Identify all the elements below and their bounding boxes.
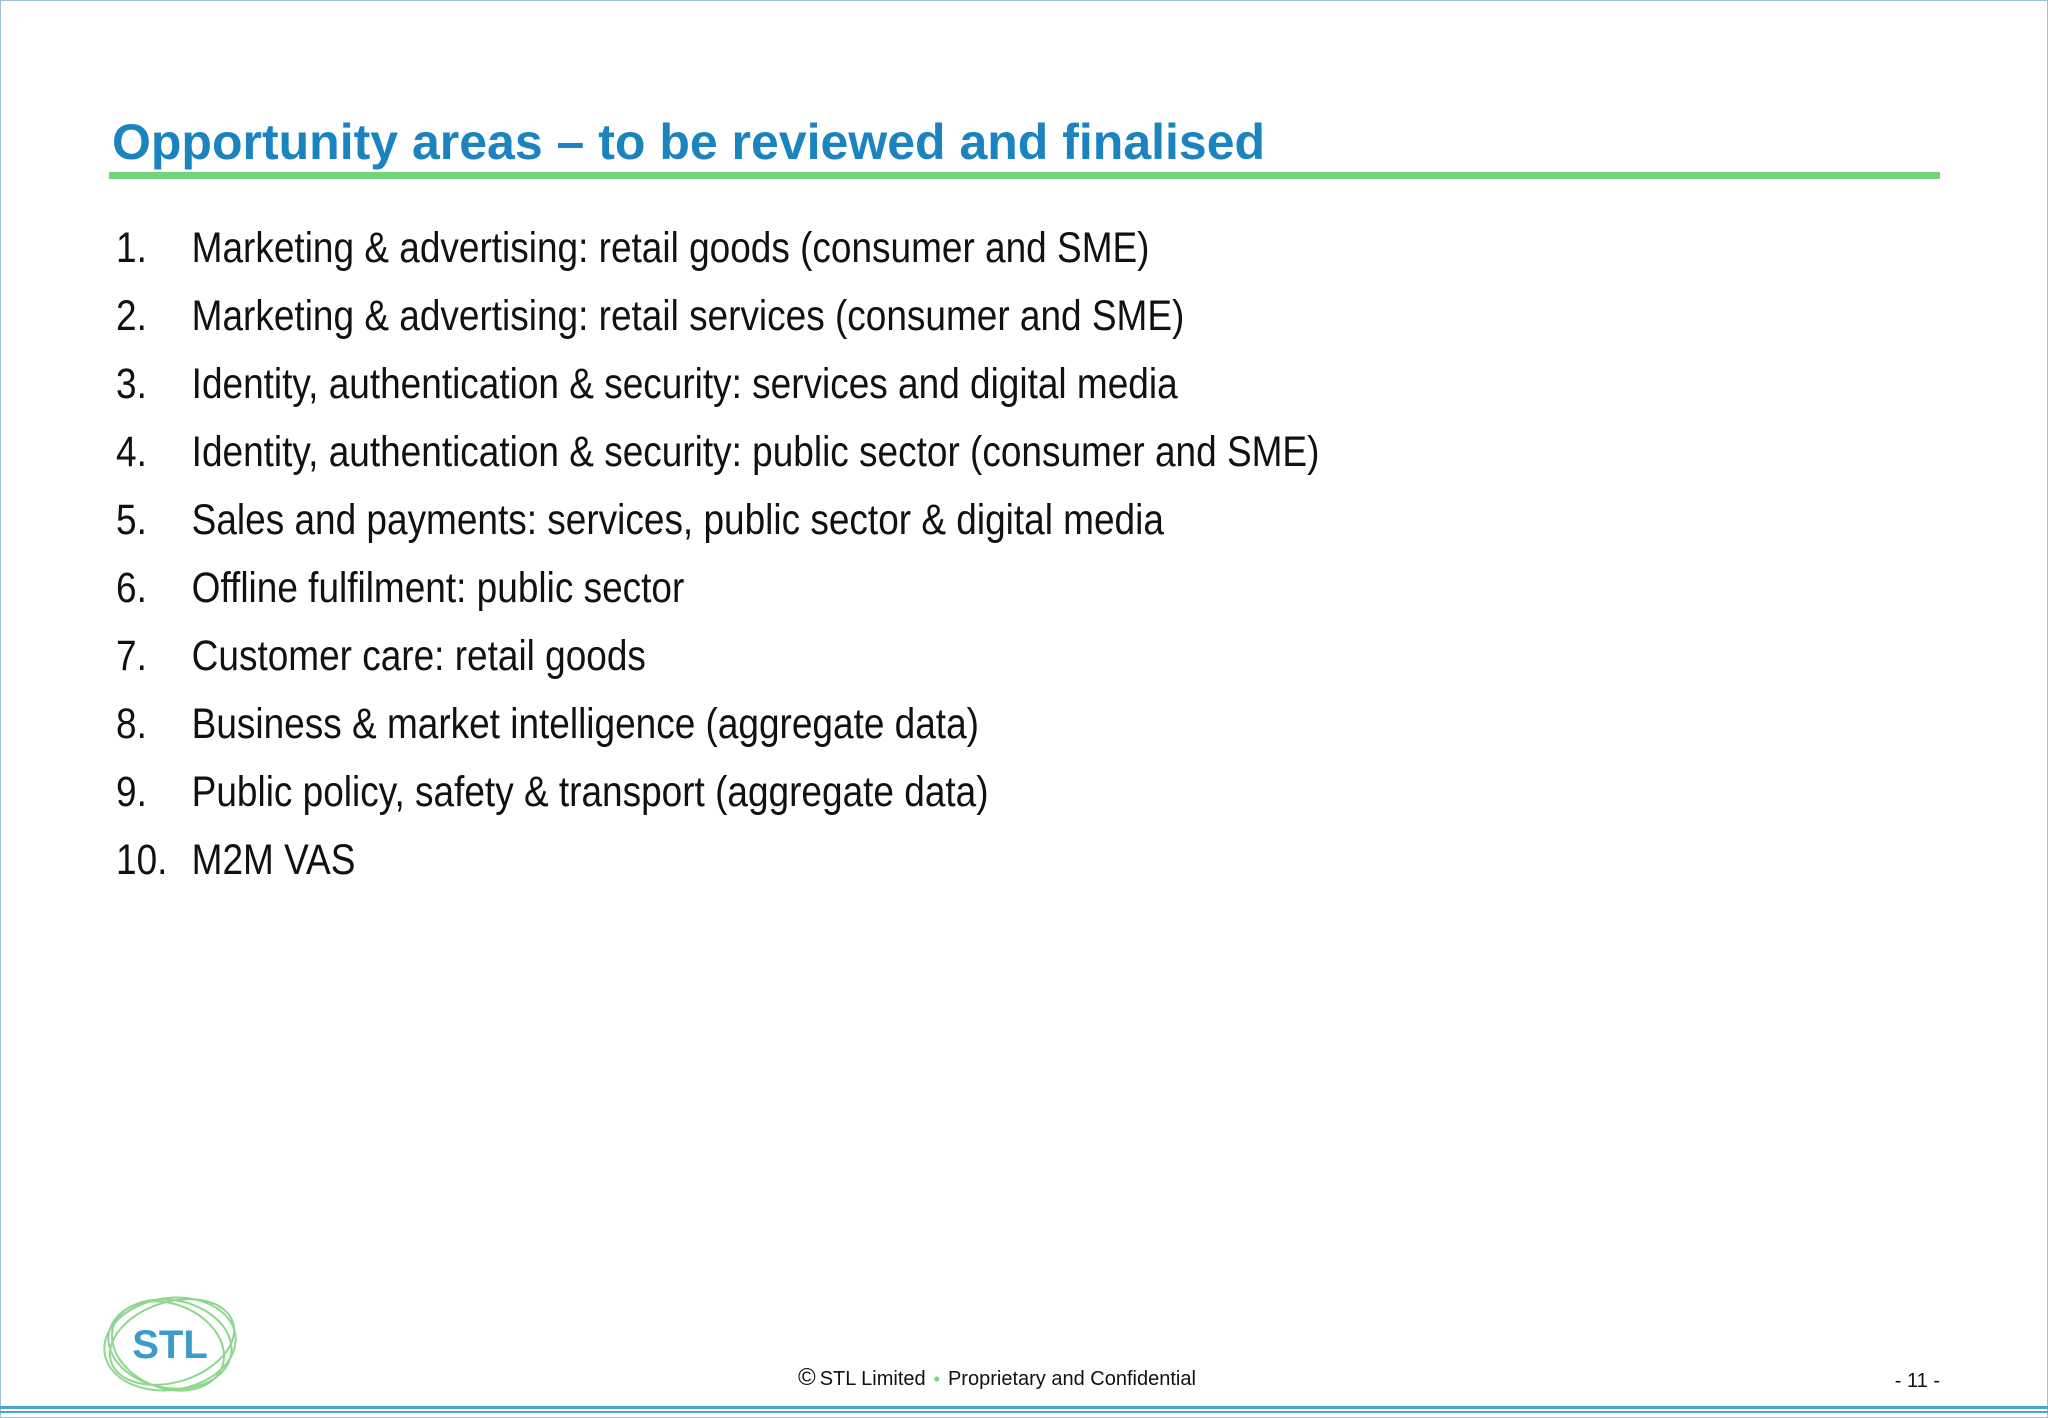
page-number: - 11 -: [1894, 1370, 1940, 1392]
item-text: M2M VAS: [191, 836, 356, 884]
title-underline: [109, 172, 1940, 179]
footer-separator: •: [933, 1369, 940, 1389]
footer-confidential-label: Proprietary and Confidential: [947, 1368, 1196, 1390]
item-text: Sales and payments: services, public sector & digital media: [191, 496, 1164, 544]
item-text: Business & market intelligence (aggregate data): [191, 700, 979, 748]
logo-text: STL: [132, 1323, 208, 1367]
item-number: 1.: [116, 224, 147, 272]
item-text: Identity, authentication & security: public sector (consumer and SME): [191, 428, 1320, 476]
list-item: [116, 762, 1319, 830]
stl-logo: [100, 1292, 240, 1396]
list-item: [116, 558, 1319, 626]
item-text: Marketing & advertising: retail goods (consumer and SME): [191, 224, 1150, 272]
item-text: Customer care: retail goods: [191, 632, 646, 680]
item-number: 10.: [116, 836, 168, 884]
copyright-symbol: ©: [798, 1364, 816, 1391]
item-text: Identity, authentication & security: services and digital media: [191, 360, 1178, 408]
item-text: Offline fulfilment: public sector: [191, 564, 685, 612]
list-item: [116, 422, 1319, 490]
list-item: [116, 490, 1319, 558]
list-item: [116, 830, 1319, 898]
footer-rule: [0, 1406, 2048, 1409]
item-number: 9.: [116, 768, 147, 816]
item-number: 6.: [116, 564, 147, 612]
item-number: 4.: [116, 428, 147, 476]
list-item: [116, 218, 1319, 286]
opportunity-list: [116, 218, 1515, 898]
slide-title: Opportunity areas – to be reviewed and finalised: [112, 114, 1266, 170]
list-item: [116, 354, 1319, 422]
item-text: Public policy, safety & transport (aggregate data): [191, 768, 989, 816]
item-number: 8.: [116, 700, 147, 748]
footer-company: STL Limited: [819, 1368, 926, 1390]
footer-rule: [0, 1411, 2048, 1413]
list-item: [116, 626, 1319, 694]
item-number: 3.: [116, 360, 147, 408]
item-number: 7.: [116, 632, 147, 680]
item-number: 2.: [116, 292, 147, 340]
list-item: [116, 694, 1319, 762]
list-item: [116, 286, 1319, 354]
item-number: 5.: [116, 496, 147, 544]
item-text: Marketing & advertising: retail services (consumer and SME): [191, 292, 1185, 340]
footer-confidentiality: [798, 1364, 1196, 1393]
